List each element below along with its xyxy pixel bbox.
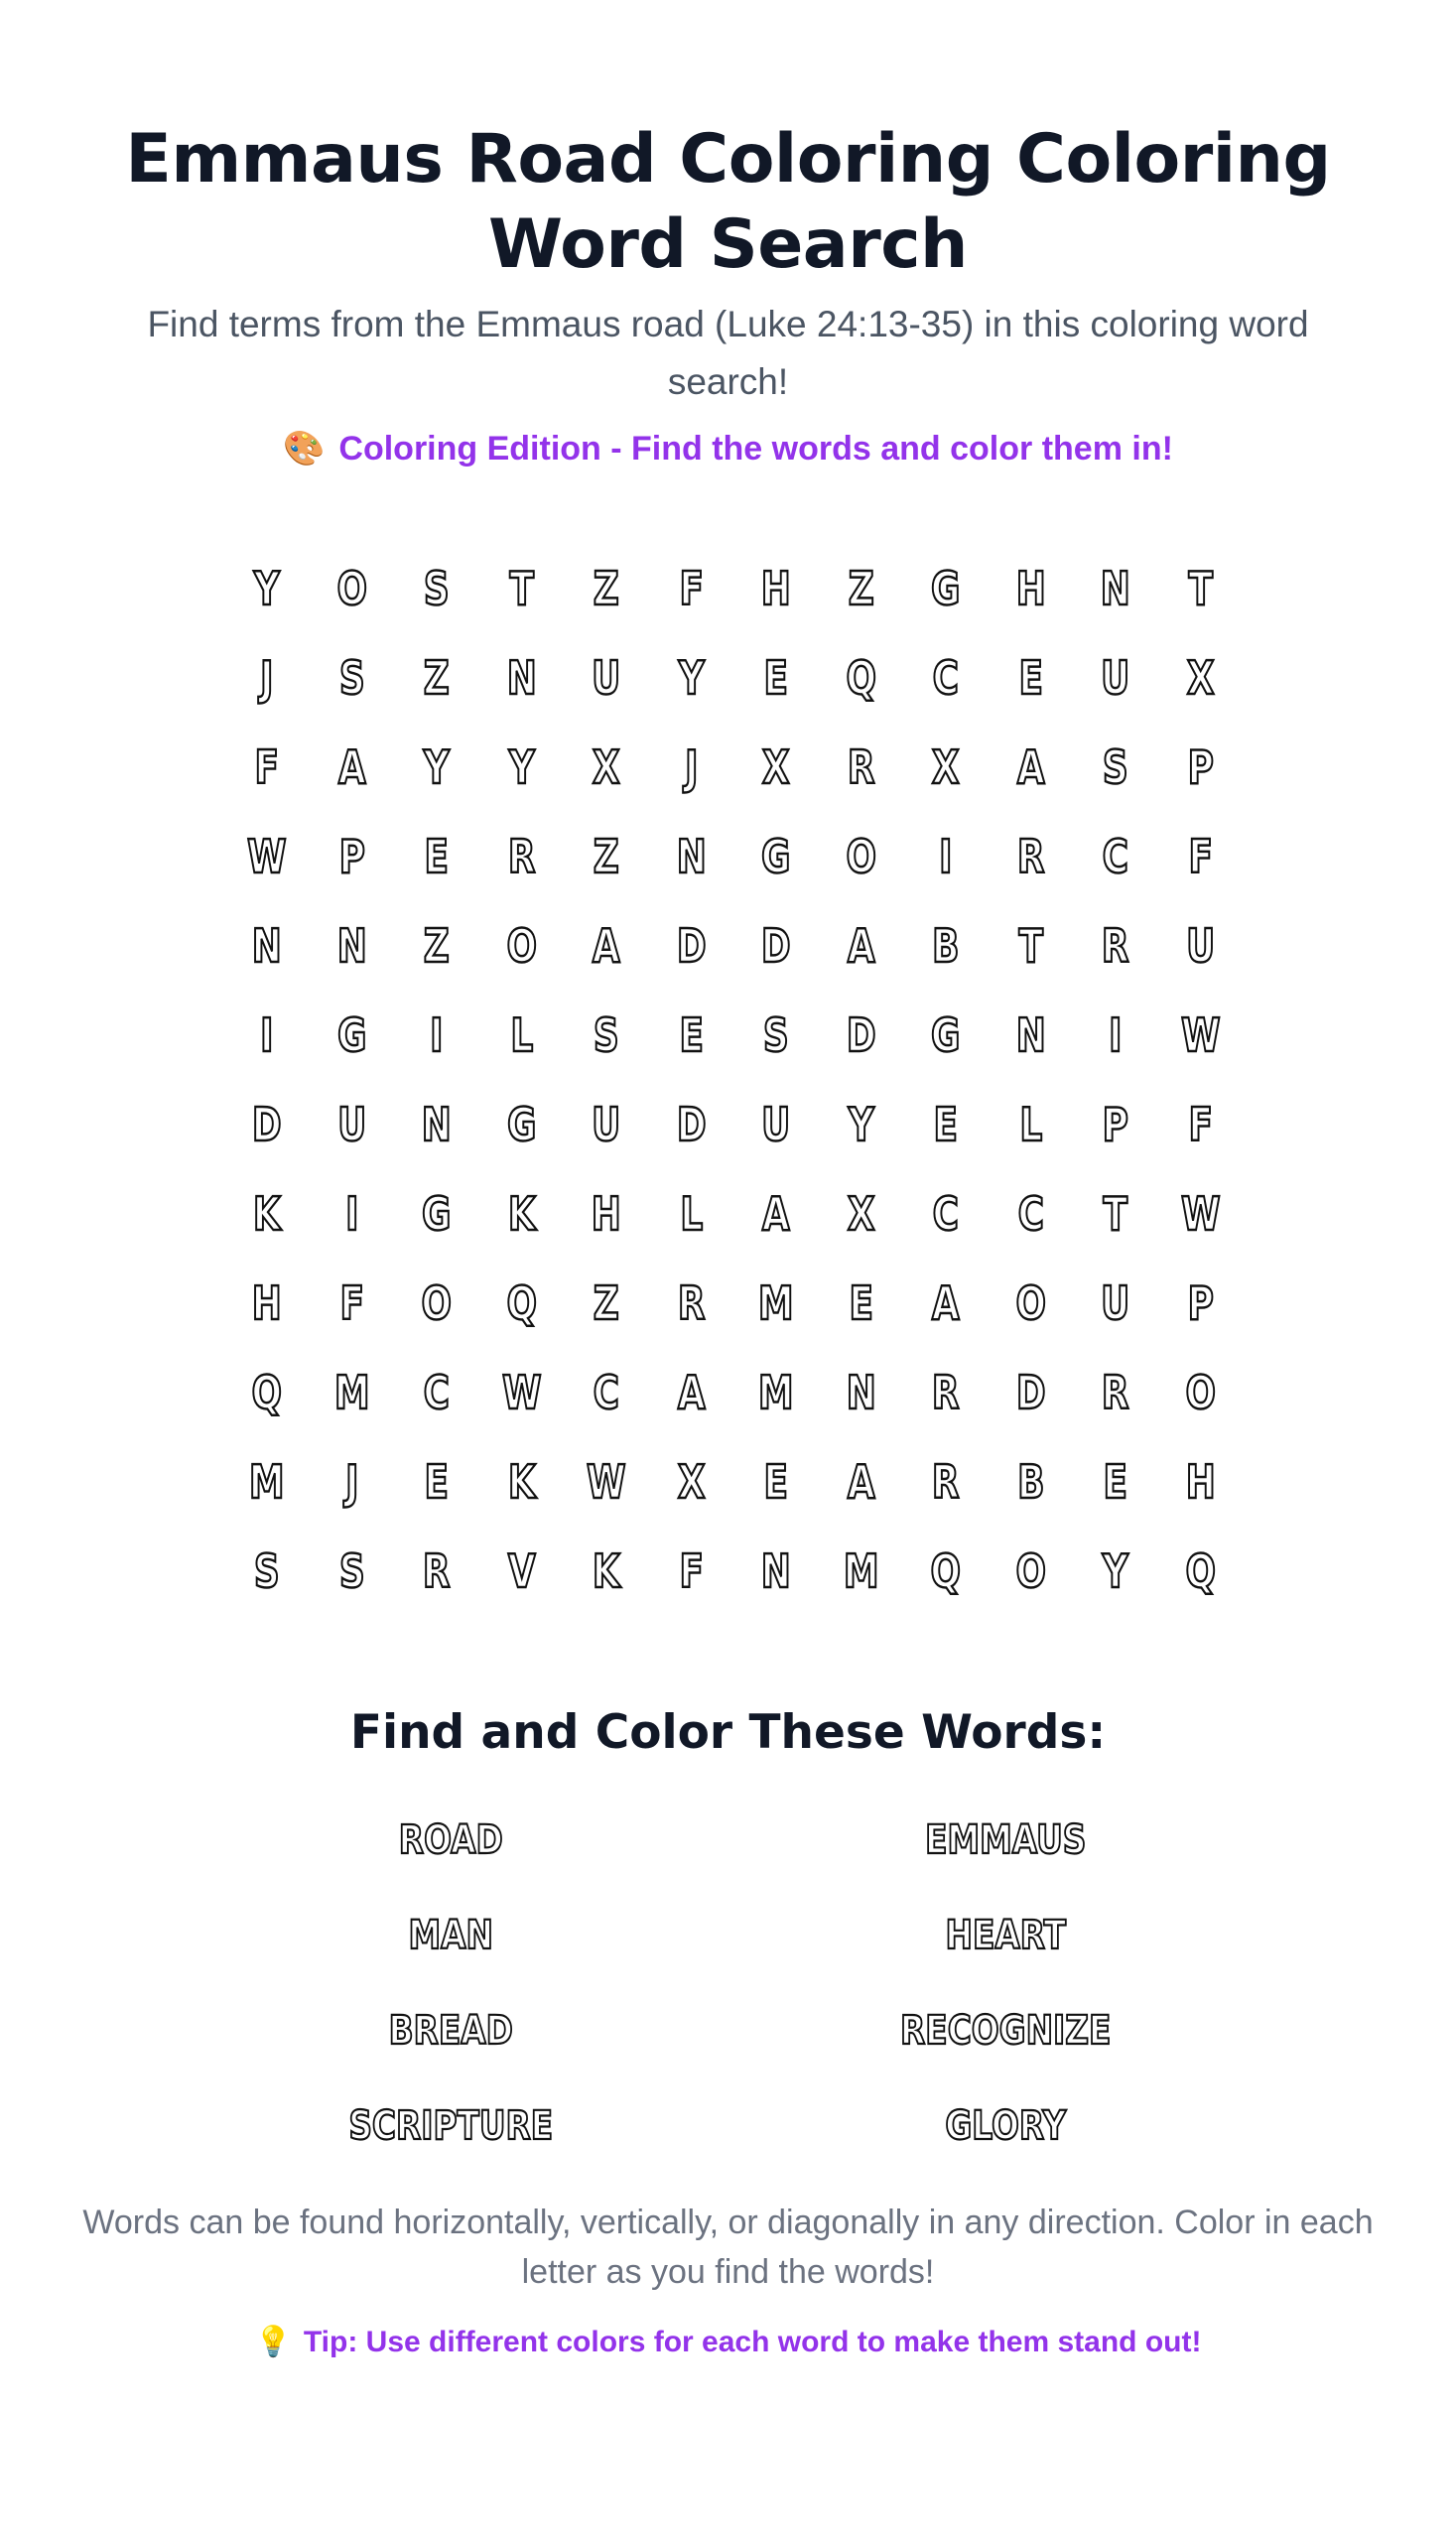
grid-cell[interactable]: I bbox=[344, 1187, 358, 1241]
grid-cell[interactable]: Y bbox=[253, 562, 280, 615]
grid-cell[interactable]: M bbox=[757, 1276, 794, 1330]
grid-cell[interactable]: S bbox=[762, 1008, 789, 1062]
grid-cell[interactable]: Z bbox=[593, 562, 619, 615]
grid-cell[interactable]: D bbox=[846, 1008, 876, 1062]
grid-cell[interactable]: N bbox=[336, 919, 367, 973]
grid-cell[interactable]: G bbox=[506, 1098, 536, 1151]
grid-cell[interactable]: Z bbox=[423, 651, 450, 705]
grid-cell[interactable]: O bbox=[1014, 1544, 1046, 1598]
grid-cell[interactable]: Y bbox=[848, 1098, 874, 1151]
grid-cell[interactable]: T bbox=[1018, 919, 1043, 973]
grid-cell[interactable]: Y bbox=[1102, 1544, 1128, 1598]
grid-cell[interactable]: X bbox=[761, 740, 790, 794]
word-list-item: HEART bbox=[945, 1913, 1066, 1958]
word-list-item: MAN bbox=[408, 1913, 493, 1958]
grid-cell[interactable]: E bbox=[1017, 651, 1043, 705]
grid-cell[interactable]: N bbox=[676, 830, 707, 883]
grid-cell[interactable]: L bbox=[679, 1187, 703, 1241]
grid-cell[interactable]: U bbox=[1185, 919, 1215, 973]
grid-cell[interactable]: I bbox=[260, 1008, 274, 1062]
grid-cell[interactable]: U bbox=[761, 1098, 791, 1151]
grid-cell[interactable]: K bbox=[507, 1187, 536, 1241]
grid-cell[interactable]: A bbox=[847, 1455, 875, 1509]
grid-cell[interactable]: S bbox=[338, 1544, 365, 1598]
grid-cell[interactable]: C bbox=[1102, 830, 1128, 883]
grid-cell[interactable]: S bbox=[593, 1008, 619, 1062]
grid-cell[interactable]: H bbox=[591, 1187, 621, 1241]
grid-cell[interactable]: H bbox=[251, 1276, 282, 1330]
grid-cell[interactable]: Q bbox=[845, 651, 876, 705]
grid-cell[interactable]: P bbox=[1102, 1098, 1128, 1151]
grid-cell[interactable]: M bbox=[757, 1366, 794, 1419]
grid-cell[interactable]: U bbox=[336, 1098, 366, 1151]
grid-cell[interactable]: Y bbox=[423, 740, 450, 794]
grid-cell[interactable]: R bbox=[1016, 830, 1045, 883]
grid-cell[interactable]: N bbox=[251, 919, 282, 973]
letter-grid bbox=[224, 544, 1243, 1616]
edition-banner bbox=[0, 425, 1456, 472]
grid-cell[interactable]: F bbox=[338, 1276, 364, 1330]
grid-cell[interactable]: O bbox=[421, 1276, 452, 1330]
grid-cell[interactable]: H bbox=[1185, 1455, 1216, 1509]
grid-cell[interactable]: Z bbox=[423, 919, 450, 973]
grid-cell[interactable]: D bbox=[760, 919, 791, 973]
grid-cell[interactable]: K bbox=[592, 1544, 620, 1598]
grid-cell[interactable]: A bbox=[592, 919, 620, 973]
page-title: Emmaus Road Coloring Coloring Word Search bbox=[125, 120, 1331, 284]
grid-cell[interactable]: A bbox=[931, 1276, 960, 1330]
grid-cell[interactable]: G bbox=[422, 1187, 452, 1241]
grid-cell[interactable]: U bbox=[592, 1098, 621, 1151]
grid-cell[interactable]: L bbox=[1018, 1098, 1042, 1151]
grid-cell[interactable]: W bbox=[586, 1455, 626, 1509]
grid-cell[interactable]: E bbox=[933, 1098, 959, 1151]
grid-cell[interactable]: A bbox=[847, 919, 875, 973]
grid-cell[interactable]: G bbox=[336, 1008, 366, 1062]
grid-cell[interactable]: N bbox=[1015, 1008, 1046, 1062]
grid-cell[interactable]: X bbox=[592, 740, 620, 794]
grid-cell[interactable]: O bbox=[845, 830, 876, 883]
grid-cell[interactable]: N bbox=[421, 1098, 452, 1151]
palette-icon: 🎨 bbox=[283, 430, 326, 468]
grid-cell[interactable]: J bbox=[344, 1455, 358, 1509]
grid-cell[interactable]: S bbox=[1102, 740, 1128, 794]
grid-cell[interactable]: G bbox=[931, 562, 961, 615]
grid-cell[interactable]: T bbox=[509, 562, 534, 615]
grid-cell[interactable]: P bbox=[1187, 740, 1214, 794]
grid-cell[interactable]: F bbox=[1187, 1098, 1213, 1151]
grid-cell[interactable]: Y bbox=[678, 651, 705, 705]
grid-cell[interactable]: A bbox=[761, 1187, 790, 1241]
grid-cell[interactable]: M bbox=[248, 1455, 285, 1509]
word-list-item: GLORY bbox=[944, 2103, 1066, 2149]
grid-cell[interactable]: N bbox=[760, 1544, 791, 1598]
word-list-item: SCRIPTURE bbox=[348, 2103, 554, 2149]
grid-cell[interactable]: F bbox=[678, 1544, 704, 1598]
grid-cell[interactable]: J bbox=[260, 651, 274, 705]
grid-cell[interactable]: I bbox=[1109, 1008, 1123, 1062]
grid-cell[interactable]: F bbox=[254, 740, 280, 794]
word-list bbox=[174, 1793, 1282, 2174]
grid-cell[interactable]: S bbox=[423, 562, 450, 615]
grid-cell[interactable]: H bbox=[1015, 562, 1046, 615]
grid-cell[interactable]: L bbox=[509, 1008, 533, 1062]
grid-cell[interactable]: C bbox=[932, 1187, 959, 1241]
grid-cell[interactable]: T bbox=[1103, 1187, 1127, 1241]
grid-cell[interactable]: Z bbox=[848, 562, 874, 615]
grid-cell[interactable]: C bbox=[593, 1366, 619, 1419]
grid-cell[interactable]: E bbox=[1103, 1455, 1128, 1509]
word-list-title: Find and Color These Words: bbox=[349, 1705, 1107, 1760]
word-list-item: EMMAUS bbox=[924, 1817, 1086, 1863]
grid-cell[interactable]: C bbox=[423, 1366, 450, 1419]
grid-cell[interactable]: E bbox=[678, 1008, 704, 1062]
edition-text: Coloring Edition - Find the words and color them in! bbox=[338, 430, 1173, 468]
grid-cell[interactable]: R bbox=[677, 1276, 706, 1330]
grid-cell[interactable]: U bbox=[592, 651, 621, 705]
grid-cell[interactable]: O bbox=[1014, 1276, 1046, 1330]
grid-cell[interactable]: R bbox=[1101, 1366, 1129, 1419]
word-list-item: BREAD bbox=[388, 2008, 513, 2054]
grid-cell[interactable]: A bbox=[677, 1366, 706, 1419]
grid-cell[interactable]: E bbox=[763, 1455, 789, 1509]
grid-cell[interactable]: R bbox=[422, 1544, 451, 1598]
grid-cell[interactable]: Y bbox=[508, 740, 535, 794]
tip-text: Tip: Use different colors for each word to make them stand out! bbox=[303, 2326, 1202, 2358]
grid-cell[interactable]: N bbox=[846, 1366, 876, 1419]
grid-cell[interactable]: I bbox=[939, 830, 953, 883]
grid-cell[interactable]: O bbox=[505, 919, 537, 973]
grid-cell[interactable]: E bbox=[424, 830, 450, 883]
grid-cell[interactable]: K bbox=[252, 1187, 281, 1241]
grid-cell[interactable]: D bbox=[251, 1098, 282, 1151]
grid-cell[interactable]: W bbox=[246, 830, 287, 883]
grid-cell[interactable]: S bbox=[253, 1544, 280, 1598]
grid-cell[interactable]: M bbox=[333, 1366, 370, 1419]
grid-cell[interactable]: Z bbox=[593, 1276, 619, 1330]
grid-cell[interactable]: O bbox=[1184, 1366, 1216, 1419]
grid-cell[interactable]: G bbox=[931, 1008, 961, 1062]
grid-cell[interactable]: Q bbox=[505, 1276, 537, 1330]
grid-cell[interactable]: Z bbox=[593, 830, 619, 883]
grid-cell[interactable]: X bbox=[847, 1187, 875, 1241]
tip-banner bbox=[0, 2321, 1456, 2364]
page-subtitle: Find terms from the Emmaus road (Luke 24:13-35) in this coloring word search! bbox=[147, 304, 1309, 402]
grid-cell[interactable]: Q bbox=[930, 1544, 961, 1598]
grid-cell[interactable]: D bbox=[1015, 1366, 1046, 1419]
lightbulb-icon: 💡 bbox=[254, 2326, 292, 2358]
grid-cell[interactable]: X bbox=[677, 1455, 706, 1509]
grid-cell[interactable]: W bbox=[1180, 1008, 1221, 1062]
grid-cell[interactable]: Q bbox=[251, 1366, 282, 1419]
grid-cell[interactable]: P bbox=[338, 830, 365, 883]
grid-cell[interactable]: J bbox=[684, 740, 698, 794]
grid-cell[interactable]: N bbox=[506, 651, 537, 705]
grid-cell[interactable]: Q bbox=[1184, 1544, 1216, 1598]
grid-cell[interactable]: B bbox=[932, 919, 960, 973]
word-list-item: RECOGNIZE bbox=[899, 2008, 1111, 2054]
grid-cell[interactable]: B bbox=[1016, 1455, 1044, 1509]
grid-cell[interactable]: C bbox=[1017, 1187, 1044, 1241]
grid-cell[interactable]: W bbox=[501, 1366, 542, 1419]
grid-cell[interactable]: W bbox=[1180, 1187, 1221, 1241]
grid-cell[interactable]: X bbox=[931, 740, 960, 794]
grid-cell[interactable]: U bbox=[1101, 1276, 1130, 1330]
grid-cell[interactable]: P bbox=[1187, 1276, 1214, 1330]
grid-cell[interactable]: U bbox=[1101, 651, 1130, 705]
grid-cell[interactable]: K bbox=[507, 1455, 536, 1509]
grid-cell[interactable]: R bbox=[931, 1455, 960, 1509]
instructions-text: Words can be found horizontally, vertically, or diagonally in any direction. Color in each letter as you find the words! bbox=[82, 2204, 1374, 2291]
grid-cell[interactable]: C bbox=[932, 651, 959, 705]
grid-cell[interactable]: X bbox=[1186, 651, 1215, 705]
grid-cell[interactable]: A bbox=[337, 740, 366, 794]
grid-cell[interactable]: R bbox=[1101, 919, 1129, 973]
grid-cell[interactable]: G bbox=[761, 830, 791, 883]
grid-cell[interactable]: E bbox=[763, 651, 789, 705]
grid-cell[interactable]: R bbox=[931, 1366, 960, 1419]
grid-cell[interactable]: F bbox=[1187, 830, 1213, 883]
grid-cell[interactable]: N bbox=[1100, 562, 1130, 615]
grid-cell[interactable]: D bbox=[676, 1098, 707, 1151]
grid-cell[interactable]: S bbox=[338, 651, 365, 705]
grid-cell[interactable]: R bbox=[847, 740, 875, 794]
grid-cell[interactable]: E bbox=[848, 1276, 873, 1330]
grid-cell[interactable]: H bbox=[760, 562, 791, 615]
grid-cell[interactable]: D bbox=[676, 919, 707, 973]
word-list-item: ROAD bbox=[398, 1817, 503, 1863]
grid-cell[interactable]: T bbox=[1188, 562, 1213, 615]
grid-cell[interactable]: E bbox=[424, 1455, 450, 1509]
grid-cell[interactable]: I bbox=[430, 1008, 444, 1062]
grid-cell[interactable]: M bbox=[843, 1544, 879, 1598]
grid-cell[interactable]: O bbox=[335, 562, 367, 615]
grid-cell[interactable]: F bbox=[678, 562, 704, 615]
grid-cell[interactable]: A bbox=[1016, 740, 1045, 794]
grid-cell[interactable]: V bbox=[507, 1544, 536, 1598]
grid-cell[interactable]: R bbox=[507, 830, 536, 883]
